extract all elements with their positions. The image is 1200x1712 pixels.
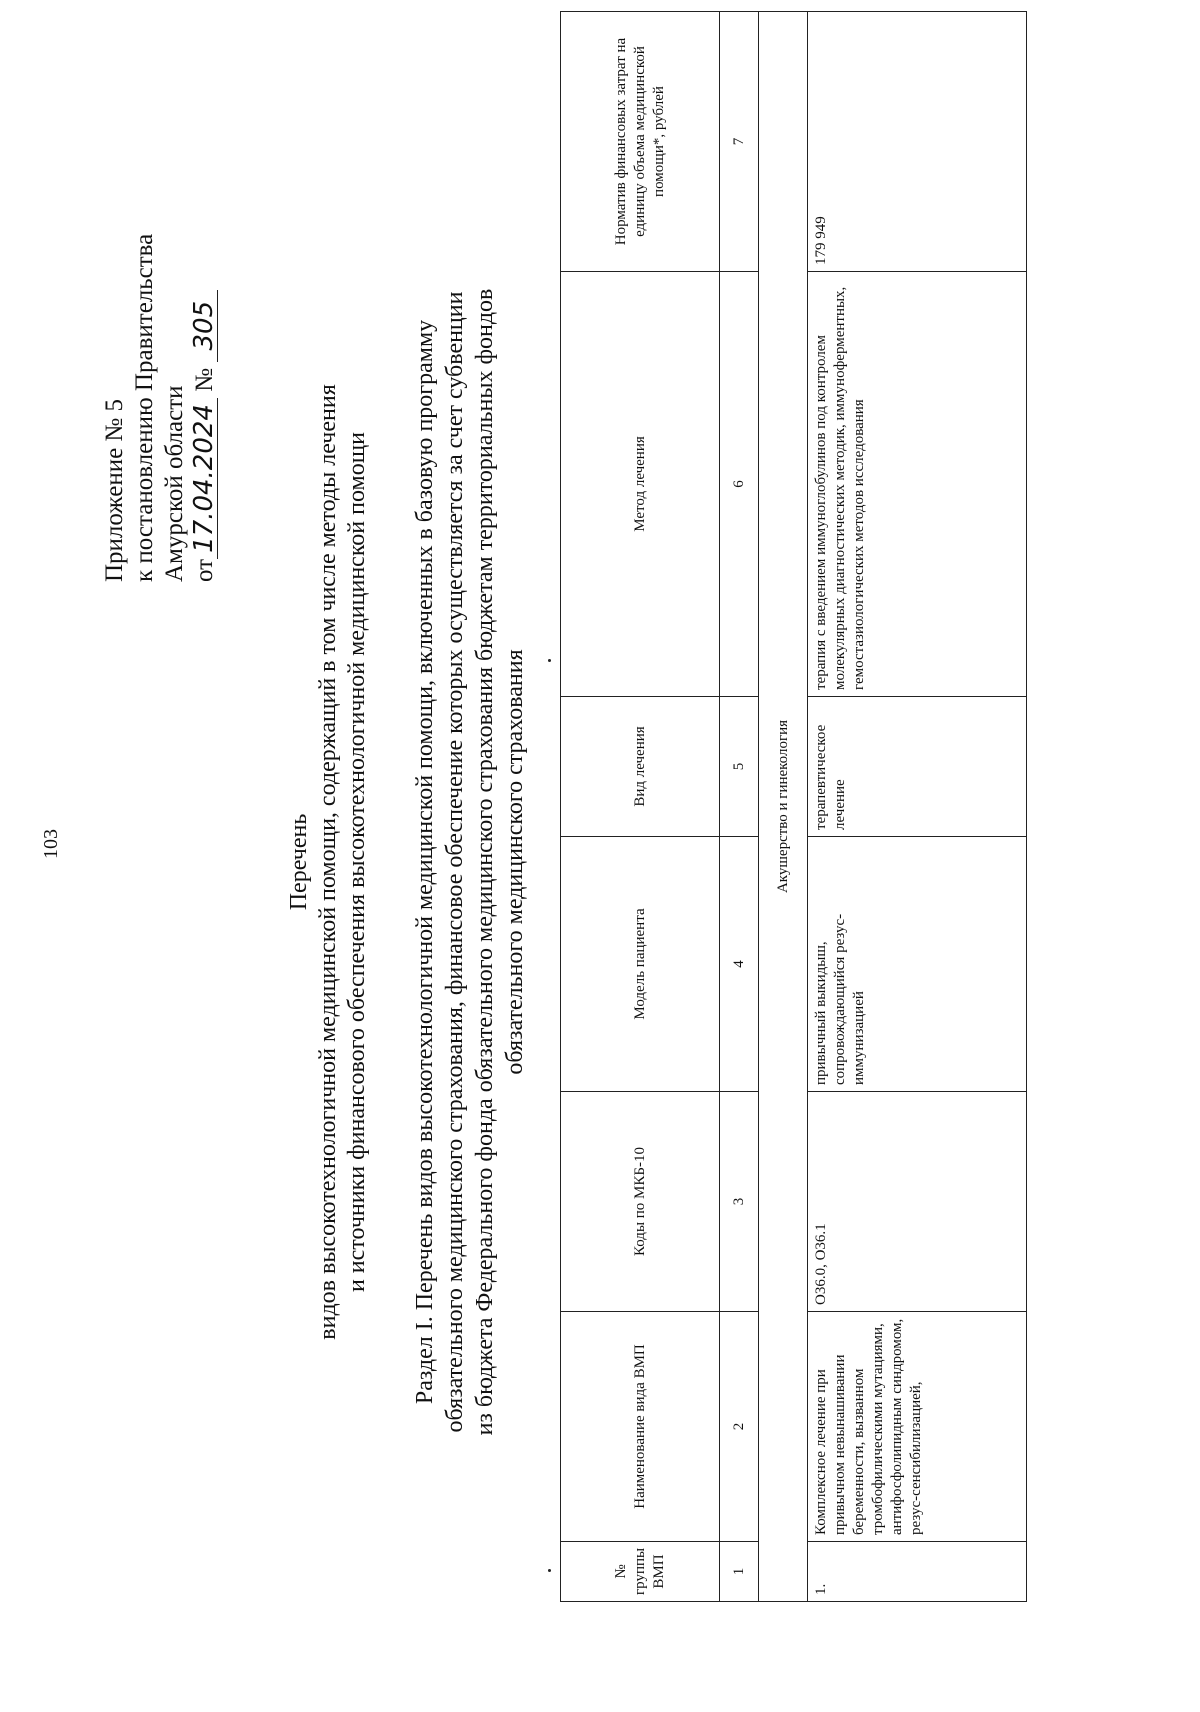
section-row (759, 12, 808, 1602)
cell-group-number: 1. (808, 1542, 1027, 1602)
header-treatment-method: Метод лечения (561, 272, 720, 697)
header-row (561, 12, 720, 1602)
header-vmp-name: Наименование вида ВМП (561, 1312, 720, 1542)
handwritten-number: 305 (191, 290, 218, 362)
appendix-line-1: Приложение № 5 (101, 398, 128, 582)
appendix-block (100, 62, 220, 582)
title-heading: Перечень (286, 813, 312, 911)
column-number: 5 (720, 697, 759, 837)
cell-vmp-name: Комплексное лечение при привычном невынашивании беременности, вызванном тромбофилическими мутациями, антифосфолипидным синдромом, резус-сенсибилизацией, (808, 1312, 1027, 1542)
column-number: 3 (720, 1092, 759, 1312)
title-line-2: видов высокотехнологичной медицинской помощи, содержащий в том числе методы лечения (315, 384, 341, 1340)
header-icd-codes: Коды по МКБ-10 (561, 1092, 720, 1312)
vmp-table (560, 11, 1027, 1602)
stray-dot (548, 1569, 551, 1572)
section-line-2: обязательного медицинского страхования, финансовое обеспечение которых осуществляется за счет субвенции (442, 291, 468, 1433)
header-patient-model: Модель пациента (561, 837, 720, 1092)
table-row (808, 12, 1027, 1602)
page-number: 103 (40, 829, 62, 859)
column-number-row (720, 12, 759, 1602)
column-number: 4 (720, 837, 759, 1092)
document-title (285, 162, 372, 1562)
handwritten-date: 17.04.2024 (191, 398, 218, 559)
cell-patient-model: привычный выкидыш, сопровождающийся резус-иммунизацией (808, 837, 1027, 1092)
section-line-4: обязательного медицинского страхования (502, 649, 528, 1075)
date-prefix: от (191, 558, 218, 582)
section-line-1: Раздел I. Перечень видов высокотехнологичной медицинской помощи, включенных в базовую программу (412, 319, 438, 1405)
section-title: Акушерство и гинекология (759, 12, 808, 1602)
cell-icd-codes: O36.0, O36.1 (808, 1092, 1027, 1312)
header-group-number: № группы ВМП (561, 1542, 720, 1602)
header-cost-norm: Норматив финансовых затрат на единицу объема медицинской помощи*, рублей (561, 12, 720, 272)
stray-dot (548, 659, 551, 662)
cell-cost: 179 949 (808, 12, 1027, 272)
section-line-3: из бюджета Федерального фонда обязательного медицинского страхования бюджетам территориальных фондов (472, 288, 498, 1436)
column-number: 1 (720, 1542, 759, 1602)
header-treatment-type: Вид лечения (561, 697, 720, 837)
section-heading (410, 162, 530, 1562)
appendix-line-2: к постановлению Правительства (131, 233, 158, 582)
column-number: 6 (720, 272, 759, 697)
column-number: 2 (720, 1312, 759, 1542)
appendix-line-3: Амурской области (161, 385, 188, 582)
title-line-3: и источники финансового обеспечения высокотехнологичной медицинской помощи (344, 431, 370, 1293)
number-prefix: № (191, 367, 218, 392)
cell-treatment-method: терапия с введением иммуноглобулинов под контролем молекулярных диагностических методик, иммуноферментных, гемостазиологических методов исследования (808, 272, 1027, 697)
column-number: 7 (720, 12, 759, 272)
appendix-date-line (190, 62, 220, 582)
cell-treatment-type: терапевтическое лечение (808, 697, 1027, 837)
